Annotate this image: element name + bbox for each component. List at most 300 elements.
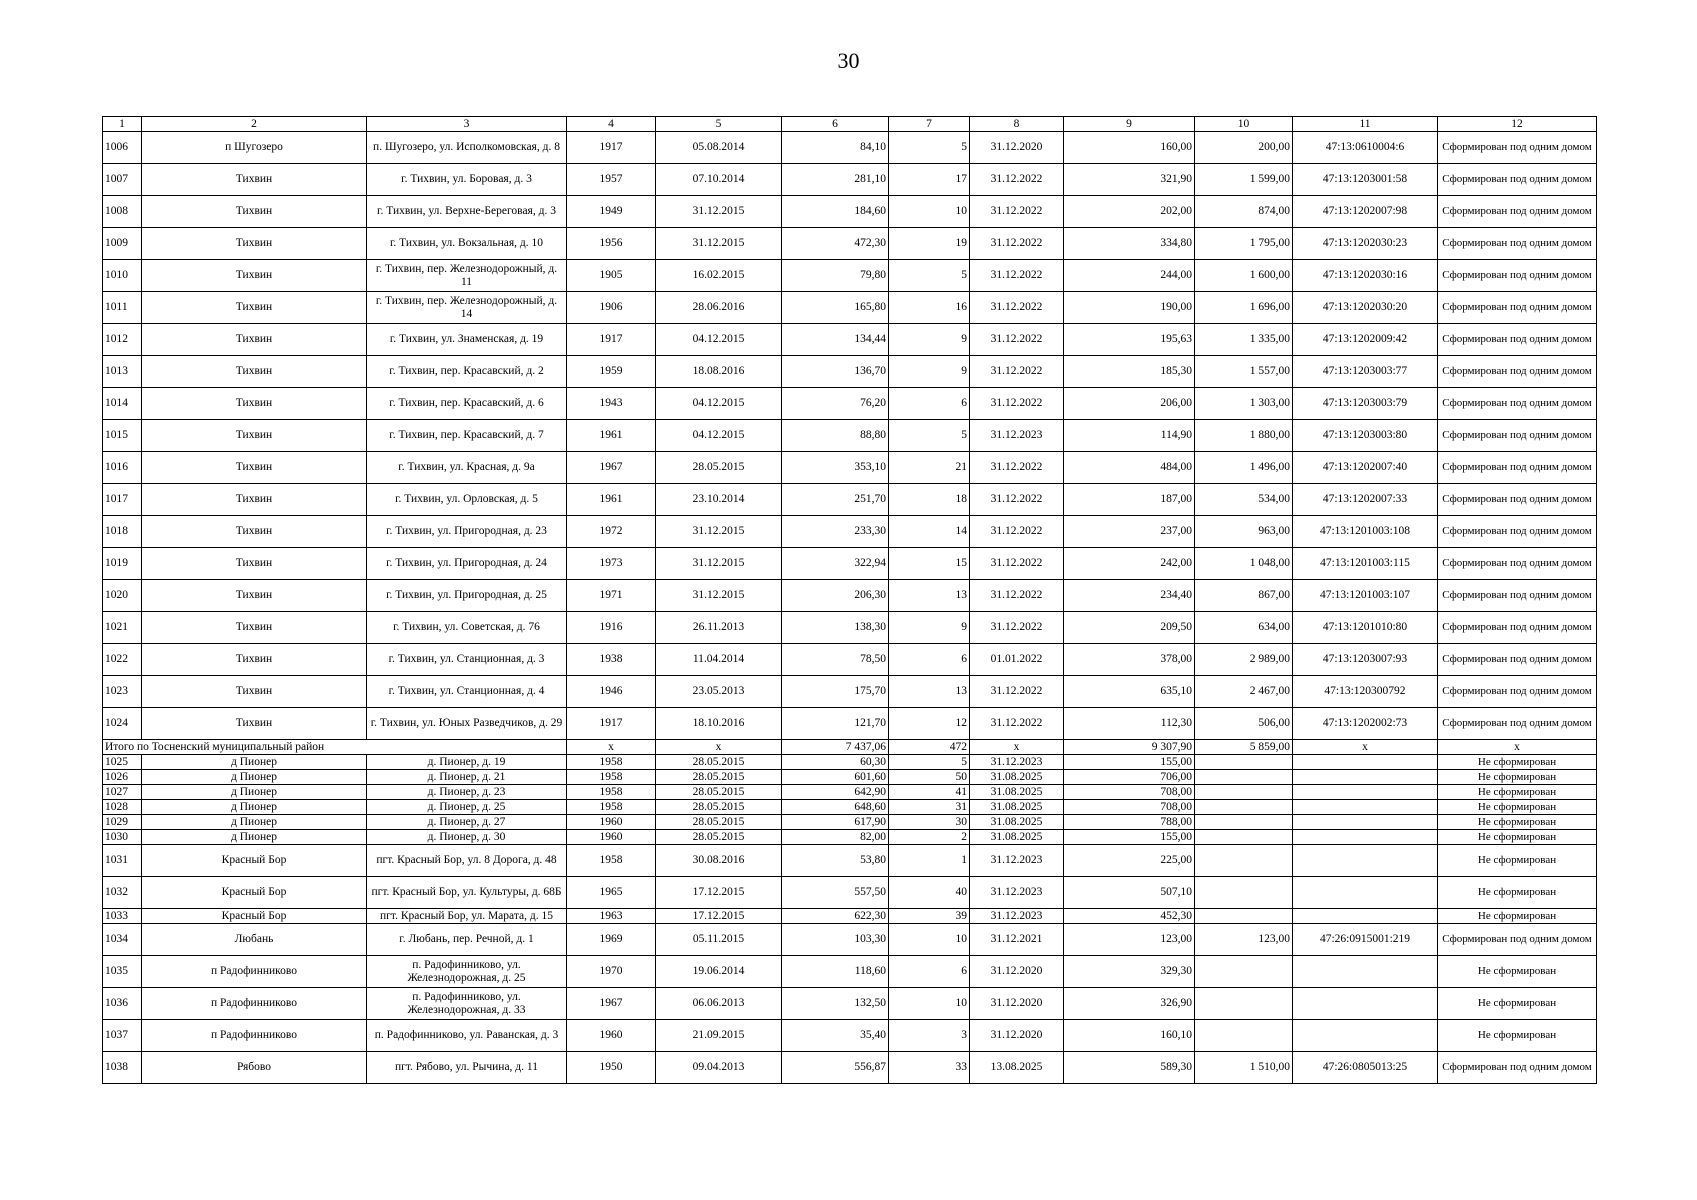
- table-cell: 79,80: [782, 260, 889, 292]
- table-cell: Сформирован под одним домом: [1438, 644, 1597, 676]
- table-cell: 41: [889, 785, 970, 800]
- table-cell: [1195, 815, 1293, 830]
- table-cell: Сформирован под одним домом: [1438, 420, 1597, 452]
- table-cell: 19: [889, 228, 970, 260]
- table-cell: Не сформирован: [1438, 956, 1597, 988]
- table-cell: 47:13:1202030:23: [1293, 228, 1438, 260]
- table-cell: 1018: [103, 516, 142, 548]
- table-cell: 31.12.2022: [970, 324, 1064, 356]
- table-cell: 1025: [103, 755, 142, 770]
- table-row: [103, 877, 1597, 909]
- table-cell: 1 496,00: [1195, 452, 1293, 484]
- table-cell: 13.08.2025: [970, 1052, 1064, 1084]
- table-cell: Тихвин: [142, 420, 367, 452]
- table-cell: 21.09.2015: [656, 1020, 782, 1052]
- table-cell: д Пионер: [142, 800, 367, 815]
- table-cell: Не сформирован: [1438, 785, 1597, 800]
- table-cell: 05.11.2015: [656, 924, 782, 956]
- total-label: Итого по Тосненский муниципальный район: [103, 740, 567, 755]
- table-cell: 1970: [567, 956, 656, 988]
- table-cell: 31.12.2022: [970, 228, 1064, 260]
- table-cell: 47:13:1203001:58: [1293, 164, 1438, 196]
- table-cell: Красный Бор: [142, 877, 367, 909]
- table-cell: 1973: [567, 548, 656, 580]
- table-cell: 634,00: [1195, 612, 1293, 644]
- table-cell: [1195, 877, 1293, 909]
- table-cell: г. Любань, пер. Речной, д. 1: [367, 924, 567, 956]
- column-header: 7: [889, 117, 970, 132]
- column-header: 11: [1293, 117, 1438, 132]
- table-cell: 47:13:1203003:80: [1293, 420, 1438, 452]
- table-row: [103, 420, 1597, 452]
- table-row: [103, 1052, 1597, 1084]
- table-cell: 18.08.2016: [656, 356, 782, 388]
- table-row: [103, 770, 1597, 785]
- table-cell: д Пионер: [142, 785, 367, 800]
- table-cell: 1 880,00: [1195, 420, 1293, 452]
- table-cell: Сформирован под одним домом: [1438, 548, 1597, 580]
- table-row: [103, 845, 1597, 877]
- table-cell: г. Тихвин, пер. Красавский, д. 6: [367, 388, 567, 420]
- table-cell: 322,94: [782, 548, 889, 580]
- table-cell: 31.12.2022: [970, 676, 1064, 708]
- table-cell: д. Пионер, д. 21: [367, 770, 567, 785]
- table-cell: [1293, 1020, 1438, 1052]
- table-cell: 09.04.2013: [656, 1052, 782, 1084]
- table-cell: Не сформирован: [1438, 909, 1597, 924]
- column-header: 8: [970, 117, 1064, 132]
- table-cell: [1195, 770, 1293, 785]
- table-cell: 1 795,00: [1195, 228, 1293, 260]
- table-cell: Не сформирован: [1438, 877, 1597, 909]
- table-cell: Не сформирован: [1438, 845, 1597, 877]
- table-cell: 1917: [567, 708, 656, 740]
- table-cell: 47:26:0805013:25: [1293, 1052, 1438, 1084]
- table-cell: 329,30: [1064, 956, 1195, 988]
- table-cell: 1014: [103, 388, 142, 420]
- table-cell: 1971: [567, 580, 656, 612]
- table-row: [103, 909, 1597, 924]
- table-row: [103, 830, 1597, 845]
- table-cell: п. Радофинниково, ул. Раванская, д. 3: [367, 1020, 567, 1052]
- table-cell: 31.12.2015: [656, 516, 782, 548]
- table-cell: д. Пионер, д. 30: [367, 830, 567, 845]
- table-cell: 1906: [567, 292, 656, 324]
- table-cell: 234,40: [1064, 580, 1195, 612]
- table-cell: 35,40: [782, 1020, 889, 1052]
- table-cell: [1195, 845, 1293, 877]
- table-cell: Сформирован под одним домом: [1438, 1052, 1597, 1084]
- page-number: 30: [837, 48, 860, 73]
- table-cell: [1195, 800, 1293, 815]
- table-cell: Сформирован под одним домом: [1438, 676, 1597, 708]
- table-cell: 190,00: [1064, 292, 1195, 324]
- table-cell: 31.12.2021: [970, 924, 1064, 956]
- table-cell: 132,50: [782, 988, 889, 1020]
- table-cell: 04.12.2015: [656, 388, 782, 420]
- table-cell: Сформирован под одним домом: [1438, 324, 1597, 356]
- table-cell: 556,87: [782, 1052, 889, 1084]
- table-cell: 1016: [103, 452, 142, 484]
- housing-table: [102, 116, 1597, 1084]
- table-cell: Сформирован под одним домом: [1438, 708, 1597, 740]
- table-cell: 31.12.2022: [970, 356, 1064, 388]
- table-cell: г. Тихвин, пер. Красавский, д. 2: [367, 356, 567, 388]
- table-cell: 557,50: [782, 877, 889, 909]
- table-cell: 18: [889, 484, 970, 516]
- table-row: [103, 612, 1597, 644]
- table-cell: 47:13:1202007:33: [1293, 484, 1438, 516]
- table-cell: 47:13:0610004:6: [1293, 132, 1438, 164]
- table-cell: 1958: [567, 755, 656, 770]
- table-cell: 31.12.2015: [656, 196, 782, 228]
- table-cell: 1 599,00: [1195, 164, 1293, 196]
- table-cell: 31.12.2022: [970, 164, 1064, 196]
- table-cell: Тихвин: [142, 644, 367, 676]
- table-cell: п. Радофинниково, ул. Железнодорожная, д. 33: [367, 988, 567, 1020]
- table-cell: Сформирован под одним домом: [1438, 388, 1597, 420]
- total-value: х: [567, 740, 656, 755]
- table-cell: Сформирован под одним домом: [1438, 132, 1597, 164]
- table-cell: 17.12.2015: [656, 877, 782, 909]
- table-cell: 31.08.2025: [970, 815, 1064, 830]
- table-cell: Любань: [142, 924, 367, 956]
- table-cell: 1017: [103, 484, 142, 516]
- table-cell: 1946: [567, 676, 656, 708]
- table-cell: 47:13:1203007:93: [1293, 644, 1438, 676]
- table-cell: 5: [889, 420, 970, 452]
- table-cell: 708,00: [1064, 785, 1195, 800]
- table-cell: г. Тихвин, ул. Станционная, д. 4: [367, 676, 567, 708]
- table-cell: Тихвин: [142, 356, 367, 388]
- table-cell: 103,30: [782, 924, 889, 956]
- table-cell: 1959: [567, 356, 656, 388]
- table-cell: 01.01.2022: [970, 644, 1064, 676]
- table-cell: 1916: [567, 612, 656, 644]
- table-cell: п Радофинниково: [142, 988, 367, 1020]
- table-cell: Тихвин: [142, 484, 367, 516]
- table-cell: г. Тихвин, пер. Красавский, д. 7: [367, 420, 567, 452]
- table-cell: 225,00: [1064, 845, 1195, 877]
- table-cell: 17.12.2015: [656, 909, 782, 924]
- table-cell: 1034: [103, 924, 142, 956]
- table-cell: д Пионер: [142, 755, 367, 770]
- table-cell: г. Тихвин, ул. Красная, д. 9а: [367, 452, 567, 484]
- table-cell: 1 048,00: [1195, 548, 1293, 580]
- table-cell: 160,10: [1064, 1020, 1195, 1052]
- table-cell: 47:26:0915001:219: [1293, 924, 1438, 956]
- table-cell: 5: [889, 755, 970, 770]
- table-cell: [1195, 1020, 1293, 1052]
- table-cell: 10: [889, 988, 970, 1020]
- table-row: [103, 324, 1597, 356]
- table-cell: 31.12.2015: [656, 580, 782, 612]
- table-cell: Сформирован под одним домом: [1438, 260, 1597, 292]
- table-cell: г. Тихвин, ул. Станционная, д. 3: [367, 644, 567, 676]
- table-cell: г. Тихвин, пер. Железнодорожный, д. 14: [367, 292, 567, 324]
- table-cell: [1293, 800, 1438, 815]
- table-cell: 1957: [567, 164, 656, 196]
- table-cell: п. Радофинниково, ул. Железнодорожная, д. 25: [367, 956, 567, 988]
- total-value: 472: [889, 740, 970, 755]
- table-row: [103, 548, 1597, 580]
- table-cell: д. Пионер, д. 25: [367, 800, 567, 815]
- table-cell: 5: [889, 260, 970, 292]
- table-cell: Тихвин: [142, 196, 367, 228]
- table-row: [103, 644, 1597, 676]
- table-cell: 31.12.2022: [970, 612, 1064, 644]
- table-cell: 1015: [103, 420, 142, 452]
- table-cell: 1 303,00: [1195, 388, 1293, 420]
- table-cell: 3: [889, 1020, 970, 1052]
- table-row: [103, 800, 1597, 815]
- table-cell: 16.02.2015: [656, 260, 782, 292]
- total-value: 7 437,06: [782, 740, 889, 755]
- table-cell: г. Тихвин, ул. Верхне-Береговая, д. 3: [367, 196, 567, 228]
- total-value: х: [970, 740, 1064, 755]
- table-cell: 1 557,00: [1195, 356, 1293, 388]
- table-cell: 31.12.2022: [970, 484, 1064, 516]
- table-cell: Рябово: [142, 1052, 367, 1084]
- table-cell: 31.08.2025: [970, 800, 1064, 815]
- table-cell: [1293, 755, 1438, 770]
- table-cell: 21: [889, 452, 970, 484]
- column-header: 4: [567, 117, 656, 132]
- table-cell: 1 335,00: [1195, 324, 1293, 356]
- table-cell: 155,00: [1064, 830, 1195, 845]
- table-cell: 10: [889, 196, 970, 228]
- table-cell: 118,60: [782, 956, 889, 988]
- table-cell: 31.12.2015: [656, 548, 782, 580]
- table-cell: 123,00: [1195, 924, 1293, 956]
- table-cell: 2 467,00: [1195, 676, 1293, 708]
- table-cell: п. Шугозеро, ул. Исполкомовская, д. 8: [367, 132, 567, 164]
- table-cell: 1032: [103, 877, 142, 909]
- table-cell: 31.12.2023: [970, 420, 1064, 452]
- table-cell: 53,80: [782, 845, 889, 877]
- table-cell: 963,00: [1195, 516, 1293, 548]
- table-body: [103, 117, 1597, 1084]
- table-cell: Тихвин: [142, 260, 367, 292]
- table-cell: пгт. Рябово, ул. Рычина, д. 11: [367, 1052, 567, 1084]
- table-row: [103, 815, 1597, 830]
- table-cell: Тихвин: [142, 292, 367, 324]
- table-cell: 1958: [567, 785, 656, 800]
- table-cell: Тихвин: [142, 228, 367, 260]
- table-cell: [1195, 988, 1293, 1020]
- table-cell: 1028: [103, 800, 142, 815]
- table-cell: Сформирован под одним домом: [1438, 292, 1597, 324]
- table-row: [103, 580, 1597, 612]
- table-cell: 31.08.2025: [970, 830, 1064, 845]
- table-cell: 9: [889, 356, 970, 388]
- table-cell: пгт. Красный Бор, ул. Марата, д. 15: [367, 909, 567, 924]
- table-cell: Тихвин: [142, 516, 367, 548]
- table-cell: 28.06.2016: [656, 292, 782, 324]
- table-row: [103, 292, 1597, 324]
- table-cell: г. Тихвин, пер. Железнодорожный, д. 11: [367, 260, 567, 292]
- table-cell: г. Тихвин, ул. Пригородная, д. 25: [367, 580, 567, 612]
- table-cell: 31.12.2023: [970, 877, 1064, 909]
- table-cell: 78,50: [782, 644, 889, 676]
- table-cell: Сформирован под одним домом: [1438, 580, 1597, 612]
- table-cell: 31.12.2022: [970, 196, 1064, 228]
- table-cell: 1958: [567, 800, 656, 815]
- table-cell: д Пионер: [142, 815, 367, 830]
- table-cell: 31.12.2022: [970, 580, 1064, 612]
- table-cell: 1009: [103, 228, 142, 260]
- table-cell: 1956: [567, 228, 656, 260]
- table-cell: 04.12.2015: [656, 420, 782, 452]
- column-header: 9: [1064, 117, 1195, 132]
- table-cell: 19.06.2014: [656, 956, 782, 988]
- table-cell: Сформирован под одним домом: [1438, 612, 1597, 644]
- table-cell: Сформирован под одним домом: [1438, 516, 1597, 548]
- table-cell: 1961: [567, 420, 656, 452]
- table-cell: 1031: [103, 845, 142, 877]
- table-cell: 31: [889, 800, 970, 815]
- table-cell: Тихвин: [142, 580, 367, 612]
- table-row: [103, 164, 1597, 196]
- table-cell: 47:13:1202007:40: [1293, 452, 1438, 484]
- table-row: [103, 708, 1597, 740]
- table-cell: 242,00: [1064, 548, 1195, 580]
- table-cell: [1195, 755, 1293, 770]
- table-cell: 187,00: [1064, 484, 1195, 516]
- table-cell: 1938: [567, 644, 656, 676]
- table-cell: Не сформирован: [1438, 755, 1597, 770]
- table-row: [103, 132, 1597, 164]
- table-cell: 1958: [567, 845, 656, 877]
- table-cell: 601,60: [782, 770, 889, 785]
- table-cell: 1967: [567, 988, 656, 1020]
- table-cell: 209,50: [1064, 612, 1195, 644]
- table-cell: Тихвин: [142, 612, 367, 644]
- table-cell: пгт. Красный Бор, ул. Культуры, д. 68Б: [367, 877, 567, 909]
- total-value: х: [1293, 740, 1438, 755]
- column-header: 6: [782, 117, 889, 132]
- total-value: 9 307,90: [1064, 740, 1195, 755]
- table-cell: 04.12.2015: [656, 324, 782, 356]
- table-cell: [1293, 815, 1438, 830]
- table-row: [103, 924, 1597, 956]
- table-cell: 1969: [567, 924, 656, 956]
- table-cell: 648,60: [782, 800, 889, 815]
- table-row: [103, 1020, 1597, 1052]
- table-cell: 160,00: [1064, 132, 1195, 164]
- table-cell: 1: [889, 845, 970, 877]
- table-cell: 1029: [103, 815, 142, 830]
- table-cell: [1293, 877, 1438, 909]
- table-cell: 1961: [567, 484, 656, 516]
- table-cell: Красный Бор: [142, 845, 367, 877]
- table-cell: Не сформирован: [1438, 988, 1597, 1020]
- table-cell: Не сформирован: [1438, 800, 1597, 815]
- table-cell: [1195, 785, 1293, 800]
- table-cell: 1949: [567, 196, 656, 228]
- table-cell: 589,30: [1064, 1052, 1195, 1084]
- table-cell: 1006: [103, 132, 142, 164]
- table-cell: 17: [889, 164, 970, 196]
- table-cell: 206,00: [1064, 388, 1195, 420]
- total-value: 5 859,00: [1195, 740, 1293, 755]
- table-row: [103, 484, 1597, 516]
- table-cell: 484,00: [1064, 452, 1195, 484]
- table-cell: 31.12.2015: [656, 228, 782, 260]
- table-cell: 47:13:1201003:115: [1293, 548, 1438, 580]
- table-cell: Красный Бор: [142, 909, 367, 924]
- table-cell: Сформирован под одним домом: [1438, 484, 1597, 516]
- table-cell: 28.05.2015: [656, 755, 782, 770]
- table-cell: 23.05.2013: [656, 676, 782, 708]
- table-cell: Сформирован под одним домом: [1438, 924, 1597, 956]
- table-cell: д Пионер: [142, 770, 367, 785]
- table-cell: 134,44: [782, 324, 889, 356]
- table-cell: 2 989,00: [1195, 644, 1293, 676]
- table-cell: 334,80: [1064, 228, 1195, 260]
- column-header: 2: [142, 117, 367, 132]
- table-cell: 244,00: [1064, 260, 1195, 292]
- table-cell: 31.12.2023: [970, 845, 1064, 877]
- table-cell: 1905: [567, 260, 656, 292]
- table-cell: 1033: [103, 909, 142, 924]
- table-cell: 1011: [103, 292, 142, 324]
- table-cell: 1019: [103, 548, 142, 580]
- table-cell: 635,10: [1064, 676, 1195, 708]
- table-cell: 1038: [103, 1052, 142, 1084]
- table-cell: 1012: [103, 324, 142, 356]
- table-cell: 1022: [103, 644, 142, 676]
- table-cell: 874,00: [1195, 196, 1293, 228]
- table-cell: 12: [889, 708, 970, 740]
- table-cell: д. Пионер, д. 27: [367, 815, 567, 830]
- table-cell: 1037: [103, 1020, 142, 1052]
- table-cell: Сформирован под одним домом: [1438, 164, 1597, 196]
- table-cell: 534,00: [1195, 484, 1293, 516]
- table-cell: 202,00: [1064, 196, 1195, 228]
- table-cell: Тихвин: [142, 708, 367, 740]
- table-cell: Тихвин: [142, 324, 367, 356]
- table-cell: 47:13:1201003:108: [1293, 516, 1438, 548]
- table-cell: 31.12.2020: [970, 1020, 1064, 1052]
- table-cell: 506,00: [1195, 708, 1293, 740]
- table-cell: 1013: [103, 356, 142, 388]
- table-cell: 1 510,00: [1195, 1052, 1293, 1084]
- column-header: 5: [656, 117, 782, 132]
- table-cell: 1950: [567, 1052, 656, 1084]
- table-row: [103, 388, 1597, 420]
- table-cell: 185,30: [1064, 356, 1195, 388]
- table-cell: [1293, 845, 1438, 877]
- table-cell: 40: [889, 877, 970, 909]
- column-header: 12: [1438, 117, 1597, 132]
- table-cell: 1917: [567, 132, 656, 164]
- table-cell: 1020: [103, 580, 142, 612]
- table-cell: 1007: [103, 164, 142, 196]
- table-cell: 47:13:1203003:79: [1293, 388, 1438, 420]
- table-row: [103, 452, 1597, 484]
- table-cell: п Радофинниково: [142, 1020, 367, 1052]
- table-cell: 31.12.2020: [970, 132, 1064, 164]
- table-cell: Сформирован под одним домом: [1438, 228, 1597, 260]
- table-cell: Сформирован под одним домом: [1438, 196, 1597, 228]
- total-value: х: [656, 740, 782, 755]
- table-cell: 1030: [103, 830, 142, 845]
- table-cell: 47:13:1202030:16: [1293, 260, 1438, 292]
- table-cell: 28.05.2015: [656, 452, 782, 484]
- table-cell: г. Тихвин, ул. Пригородная, д. 23: [367, 516, 567, 548]
- table-cell: 121,70: [782, 708, 889, 740]
